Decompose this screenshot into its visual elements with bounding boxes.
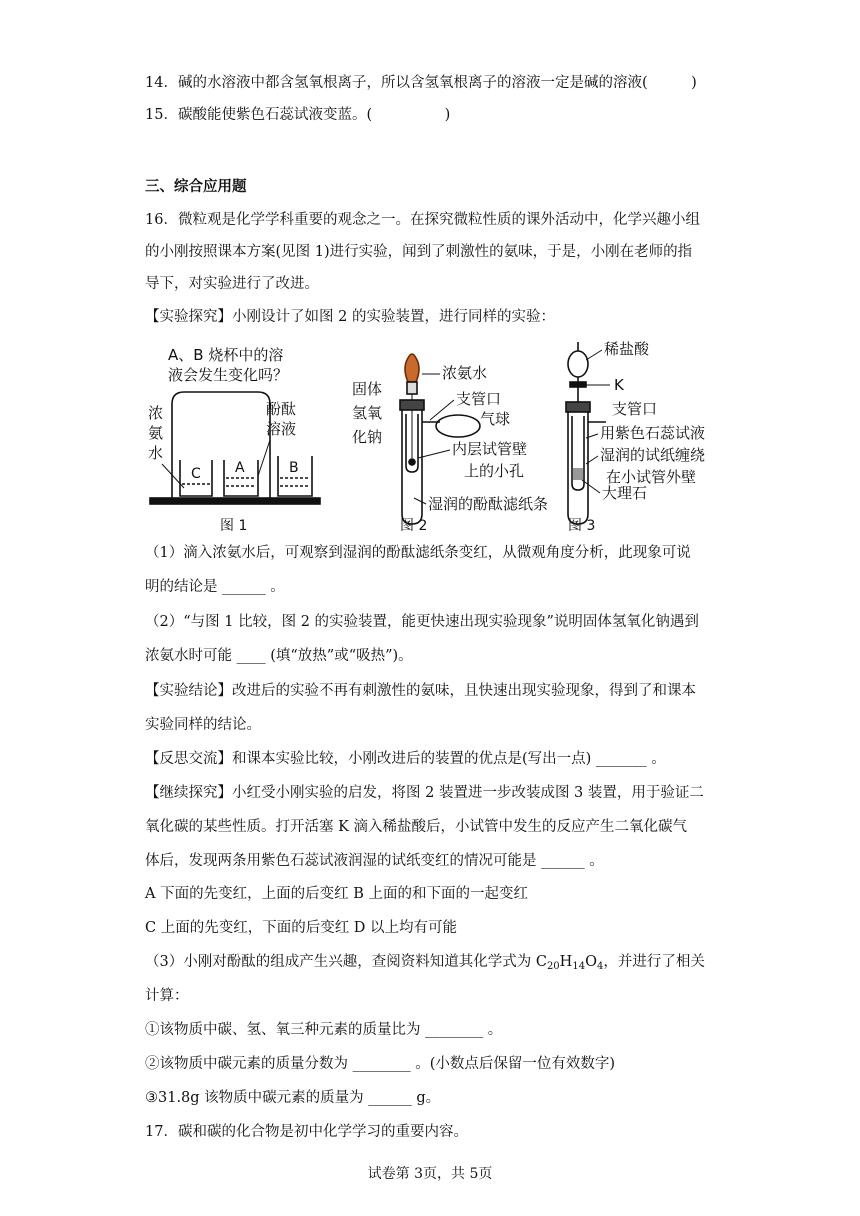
fig2-left-label-3: 化钠 xyxy=(352,428,383,446)
q16-continue-line-1: 【继续探究】小红受小刚实验的启发，将图 2 装置进一步改装成图 3 装置，用于验证二 xyxy=(145,785,704,801)
q16-explore: 【实验探究】小刚设计了如图 2 的实验装置，进行同样的实验： xyxy=(145,309,555,325)
fig2-left-label-2: 氢氧 xyxy=(352,404,383,422)
fig2-caption: 图 2 xyxy=(400,518,428,534)
fig1-base xyxy=(150,498,320,504)
q16-part1-line-1: （1）滴入浓氨水后，可观察到湿润的酚酞滤纸条变红，从微观角度分析，此现象可说 xyxy=(145,545,691,561)
fig1-question-1: A、B 烧杯中的溶 xyxy=(168,346,284,364)
fig1-right-label-1: 酚酞 xyxy=(266,400,297,418)
q16-part3-line-2: 计算： xyxy=(145,988,189,1004)
fig3-label-litmus-1: 用紫色石蕊试液 xyxy=(600,424,706,442)
q16-calc-1: ①该物质中碳、氢、氧三种元素的质量比为 ________ 。 xyxy=(145,1022,503,1038)
question-14: 14．碱的水溶液中都含氢氧根离子，所以含氢氧根离子的溶液一定是碱的溶液( ) xyxy=(145,75,697,91)
q16-options-line-2: C 上面的先变红，下面的后变红 D 以上均有可能 xyxy=(145,920,458,936)
fig1-left-label-2: 氨 xyxy=(148,424,164,442)
fig3-label-hcl: 稀盐酸 xyxy=(604,340,650,358)
fig1-left-label-1: 浓 xyxy=(148,404,164,422)
question-15: 15．碳酸能使紫色石蕊试液变蓝。( ) xyxy=(145,107,451,123)
formula-h: H xyxy=(559,954,573,970)
formula-o: O xyxy=(585,954,597,970)
bell-jar xyxy=(172,392,270,500)
section-title: 三、综合应用题 xyxy=(145,178,247,195)
fig3-label-litmus-3: 在小试管外壁 xyxy=(606,468,697,486)
q16-part1-line-2: 明的结论是 ______ 。 xyxy=(145,579,285,595)
fig1-caption: 图 1 xyxy=(220,518,248,534)
separatory-funnel xyxy=(568,351,588,377)
page-footer: 试卷第 3页，共 5页 xyxy=(367,1166,493,1182)
figures-svg xyxy=(140,338,740,536)
q16-conclusion-line-1: 【实验结论】改进后的实验不再有刺激性的氨味，且快速出现实验现象，得到了和课本 xyxy=(145,683,696,699)
q16-part3-line-1 xyxy=(145,952,705,977)
stopcock-k xyxy=(570,382,586,387)
fig3-label-side-arm: 支管口 xyxy=(612,400,658,418)
fig1-question-2: 液会发生变化吗？ xyxy=(168,366,289,384)
figure-1 xyxy=(148,346,320,534)
beaker-a-label: A xyxy=(235,460,245,476)
fig2-label-concentrated-ammonia: 浓氨水 xyxy=(442,364,488,382)
balloon xyxy=(436,415,480,437)
fig3-label-litmus-2: 湿润的试纸缠绕 xyxy=(600,446,706,464)
figure-3 xyxy=(566,340,705,534)
fig2-label-small-hole: 上的小孔 xyxy=(464,462,525,480)
fig2-label-inner-wall: 内层试管壁 xyxy=(452,440,528,458)
q16-part3-post: ，并进行了相关 xyxy=(603,954,705,970)
formula-sub-c: 20 xyxy=(546,961,560,972)
q16-options-line-1: A 下面的先变红，上面的后变红 B 上面的和下面的一起变红 xyxy=(145,886,528,902)
experiment-figures xyxy=(140,338,740,536)
q16-continue-line-2: 氧化碳的某些性质。打开活塞 K 滴入稀盐酸后，小试管中发生的反应产生二氧化碳气 xyxy=(145,819,688,835)
fig2-label-filter-paper: 湿润的酚酞滤纸条 xyxy=(428,495,549,513)
q16-part2-line-1: （2）“与图 1 比较，图 2 的实验装置，能更快速出现实验现象”说明固体氢氧化钠遇到 xyxy=(145,614,699,630)
fig2-left-label-1: 固体 xyxy=(352,380,383,398)
beaker-c-label: C xyxy=(191,466,201,482)
fig3-label-k: K xyxy=(614,376,624,394)
q16-calc-2: ②该物质中碳元素的质量分数为 ________ 。(小数点后保留一位有效数字) xyxy=(145,1056,616,1072)
question-17: 17．碳和碳的化合物是初中化学学习的重要内容。 xyxy=(145,1124,468,1140)
figure-2 xyxy=(352,354,548,534)
fig3-caption: 图 3 xyxy=(568,518,596,534)
q16-intro-line-1: 16．微粒观是化学学科重要的观念之一。在探究微粒性质的课外活动中，化学兴趣小组 xyxy=(145,212,700,228)
q16-conclusion-line-2: 实验同样的结论。 xyxy=(145,717,261,733)
fig2-label-balloon: 气球 xyxy=(480,410,511,428)
formula-sub-o: 4 xyxy=(596,961,604,972)
q16-intro-line-3: 导下，对实验进行了改进。 xyxy=(145,276,319,292)
fig3-label-marble: 大理石 xyxy=(602,484,648,502)
q16-reflect: 【反思交流】和课本实验比较，小刚改进后的装置的优点是(写出一点) _______ 。 xyxy=(145,751,666,767)
fig2-label-side-arm: 支管口 xyxy=(456,390,502,408)
formula-sub-h: 14 xyxy=(572,961,586,972)
q16-continue-line-3: 体后，发现两条用紫色石蕊试液润湿的试纸变红的情况可能是 ______ 。 xyxy=(145,853,604,869)
fig1-right-label-2: 溶液 xyxy=(266,420,297,438)
q16-calc-3: ③31.8g 该物质中碳元素的质量为 ______ g。 xyxy=(145,1090,441,1106)
q16-part3-pre: （3）小刚对酚酞的组成产生兴趣，查阅资料知道其化学式为 C xyxy=(145,954,547,970)
fig1-left-label-3: 水 xyxy=(148,444,164,462)
q16-part2-line-2: 浓氨水时可能 ____ (填“放热”或“吸热”)。 xyxy=(145,648,413,664)
dropper-bulb xyxy=(405,354,419,382)
q16-intro-line-2: 的小刚按照课本方案(见图 1)进行实验，闻到了刺激性的氨味，于是，小刚在老师的指 xyxy=(145,244,693,260)
beaker-b-label: B xyxy=(289,460,299,476)
